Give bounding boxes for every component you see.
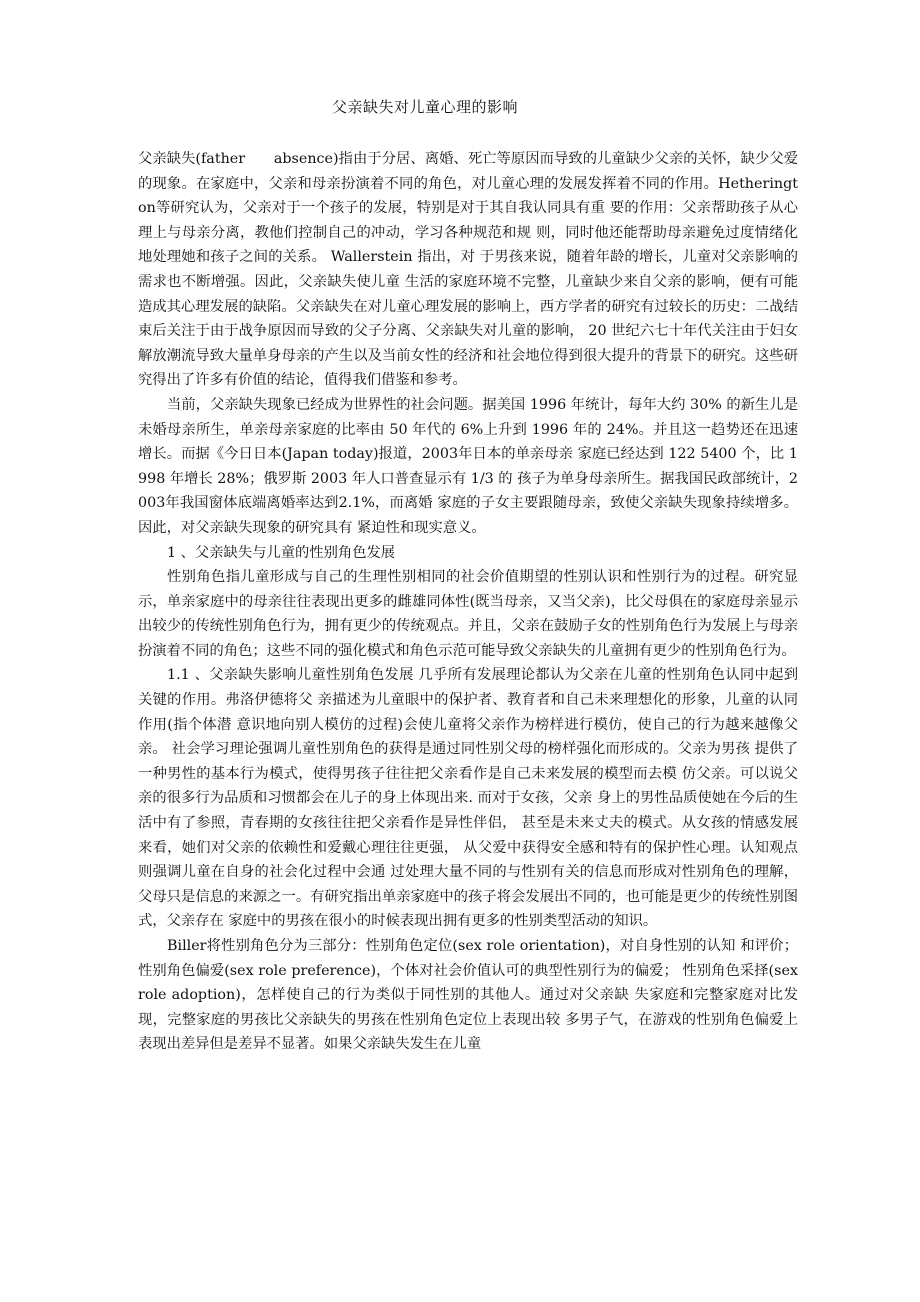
section-heading-1: 1 、父亲缺失与儿童的性别角色发展 xyxy=(167,544,396,561)
paragraph-current-situation: 当前，父亲缺失现象已经成为世界性的社会问题。据美国 1996 年统计，每年大约 30% 的新生儿是未婚母亲所生，单亲母亲家庭的比率由 50 年代的 6%上升到 1996 年的 24%。并且这一趋势还在迅速增长。而据《今日日本(Japan today)报道，2003年日本的单亲母亲 家庭已经达到 122 5400 个，比 1998 年增长 28%；俄罗斯 2003 年人口普查显示有 1/3 的 孩子为单身母亲所生。据我国民政部统计，2003年我国窗体底端离婚率达到2.1%，而离婚 家庭的子女主要跟随母亲，致使父亲缺失现象持续增多。因此，对父亲缺失现象的研究具有 紧迫性和现实意义。 xyxy=(138,396,798,536)
document-body xyxy=(138,147,798,1057)
paragraph-section-1-1: 1.1 、父亲缺失影响儿童性别角色发展 几乎所有发展理论都认为父亲在儿童的性别角色认同中起到关键的作用。弗洛伊德将父 亲描述为儿童眼中的保护者、教育者和自己未来理想化的形象，儿童的认同作用(指个体潜 意识地向别人模仿的过程)会使儿童将父亲作为榜样进行模仿，使自己的行为越来越像父亲。 社会学习理论强调儿童性别角色的获得是通过同性别父母的榜样强化而形成的。父亲为男孩 提供了一种男性的基本行为模式，使得男孩子往往把父亲看作是自己未来发展的模型而去模 仿父亲。可以说父亲的很多行为品质和习惯都会在儿子的身上体现出来. 而对于女孩，父亲 身上的男性品质使她在今后的生活中有了参照，青春期的女孩往往把父亲看作是异性伴侣， 甚至是未来丈夫的模式。从女孩的情感发展来看，她们对父亲的依赖性和爱戴心理往往更强， 从父爱中获得安全感和特有的保护性心理。认知观点则强调儿童在自身的社会化过程中会通 过处理大量不同的与性别有关的信息而形成对性别角色的理解，父母只是信息的来源之一。有研究指出单亲家庭中的孩子将会发展出不同的，也可能是更少的传统性别图式，父亲存在 家庭中的男孩在很小的时候表现出拥有更多的性别类型活动的知识。 xyxy=(138,667,798,930)
document-title: 父亲缺失对儿童心理的影响 xyxy=(332,98,519,116)
paragraph-intro: 父亲缺失(father absence)指由于分居、离婚、死亡等原因而导致的儿童缺少父亲的关怀，缺少父爱的现象。在家庭中，父亲和母亲扮演着不同的角色，对儿童心理的发展发挥着不同的作用。Hetherington等研究认为，父亲对于一个孩子的发展，特别是对于其自我认同具有重 要的作用：父亲帮助孩子从心理上与母亲分离，教他们控制自己的冲动，学习各种规范和规 则，同时他还能帮助母亲避免过度情绪化地处理她和孩子之间的关系。 Wallerstein 指出，对 于男孩来说，随着年龄的增长，儿童对父亲影响的需求也不断增强。因此，父亲缺失使儿童 生活的家庭环境不完整，儿童缺少来自父亲的影响，便有可能造成其心理发展的缺陷。父亲缺失在对儿童心理发展的影响上，西方学者的研究有过较长的历史：二战结束后关注于由于战争原因而导致的父子分离、父亲缺失对儿童的影响， 20 世纪六七十年代关注由于妇女解放潮流导致大量单身母亲的产生以及当前女性的经济和社会地位得到很大提升的背景下的研究。这些研究得出了许多有价值的结论，值得我们借鉴和参考。 xyxy=(138,151,798,389)
paragraph-biller: Biller将性别角色分为三部分：性别角色定位(sex role orientation)，对自身性别的认知 和评价；性别角色偏爱(sex role preference)，个体对社会价值认可的典型性别行为的偏爱； 性别角色采择(sex role adoption)，怎样使自己的行为类似于同性别的其他人。通过对父亲缺 失家庭和完整家庭对比发现，完整家庭的男孩比父亲缺失的男孩在性别角色定位上表现出较 多男子气，在游戏的性别角色偏爱上表现出差异但是差异不显著。如果父亲缺失发生在儿童 xyxy=(138,938,798,1053)
paragraph-gender-role: 性别角色指儿童形成与自己的生理性别相同的社会价值期望的性别认识和性别行为的过程。研究显示，单亲家庭中的母亲往往表现出更多的雌雄同体性(既当母亲，又当父亲)，比父母俱在的家庭母亲显示出较少的传统性别角色行为，拥有更少的传统观点。并且，父亲在鼓励子女的性别角色行为发展上与母亲扮演着不同的角色；这些不同的强化模式和角色示范可能导致父亲缺失的儿童拥有更少的性别角色行为。 xyxy=(138,569,798,659)
